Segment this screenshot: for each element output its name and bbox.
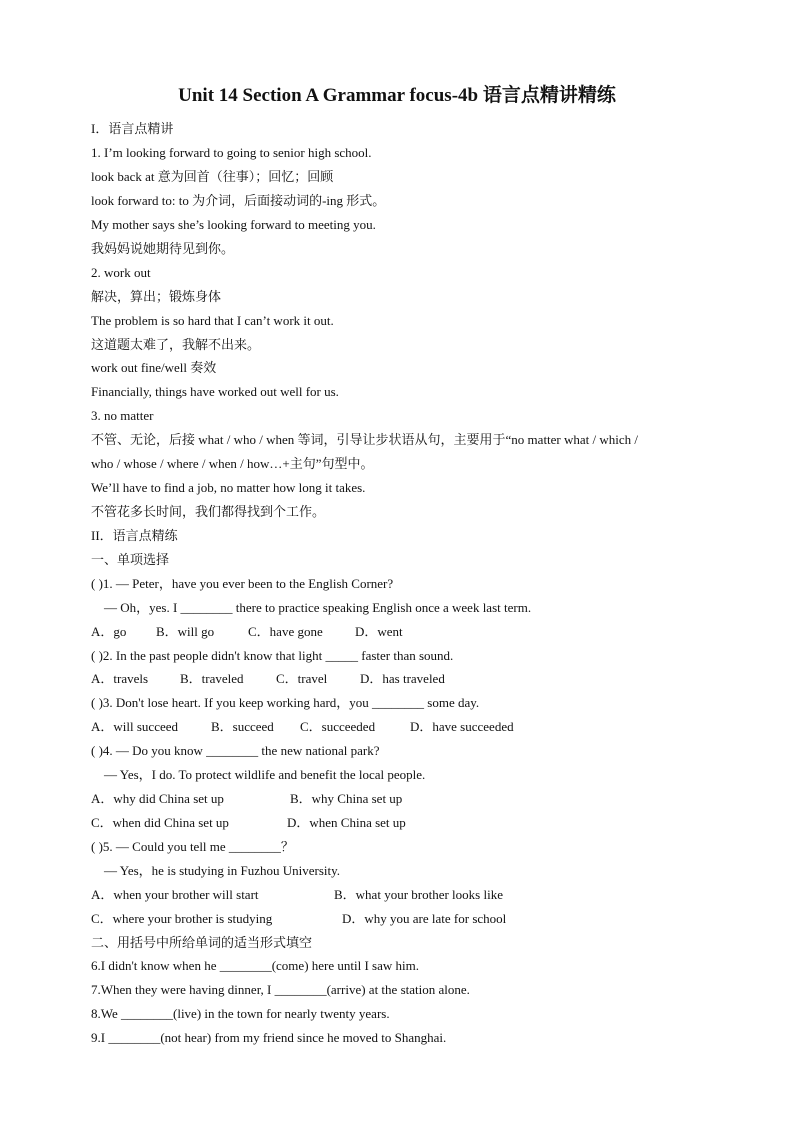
q2-option-a: A．travels: [91, 671, 149, 686]
text-line: 1. I’m looking forward to going to senior high school.: [91, 145, 372, 160]
q1-option-d: D．went: [355, 624, 403, 639]
text-line: look forward to: to 为介词，后面接动词的-ing 形式。: [91, 193, 386, 208]
q4-option-b: B．why China set up: [290, 791, 403, 806]
question-5-stem: ( )5. — Could you tell me ________？: [91, 839, 294, 854]
text-line: 我妈妈说她期待见到你。: [91, 241, 235, 256]
fill-question-8: 8.We ________(live) in the town for nearly twenty years.: [91, 1006, 390, 1021]
text-line: 解决，算出；锻炼身体: [91, 289, 222, 304]
text-line: look back at 意为回首（往事）；回忆；回顾: [91, 169, 334, 184]
question-1-stem: ( )1. — Peter，have you ever been to the English Corner?: [91, 576, 394, 591]
text-line: The problem is so hard that I can’t work it out.: [91, 313, 334, 328]
question-5-reply: — Yes，he is studying in Fuzhou University.: [104, 863, 341, 878]
text-line: 3. no matter: [91, 408, 154, 423]
page-title: Unit 14 Section A Grammar focus-4b 语言点精讲精练: [178, 85, 616, 106]
fill-question-9: 9.I ________(not hear) from my friend since he moved to Shanghai.: [91, 1030, 447, 1045]
fill-question-7: 7.When they were having dinner, I ________(arrive) at the station alone.: [91, 982, 470, 997]
question-1-reply: — Oh，yes. I ________ there to practice speaking English once a week last term.: [104, 600, 532, 615]
q4-option-d: D．when China set up: [287, 815, 406, 830]
question-4-stem: ( )4. — Do you know ________ the new national park?: [91, 743, 380, 758]
text-line: who / whose / where / when / how…+主句”句型中。: [91, 456, 374, 471]
section-heading-part1: I．语言点精讲: [91, 121, 174, 136]
text-line: 这道题太难了，我解不出来。: [91, 337, 261, 352]
text-line: 2. work out: [91, 265, 151, 280]
text-line: Financially, things have worked out well for us.: [91, 384, 339, 399]
question-4-reply: — Yes，I do. To protect wildlife and benefit the local people.: [104, 767, 426, 782]
q3-option-c: C．succeeded: [300, 719, 376, 734]
q5-option-c: C．where your brother is studying: [91, 911, 273, 926]
question-2-stem: ( )2. In the past people didn't know that light _____ faster than sound.: [91, 648, 454, 663]
text-line: My mother says she’s looking forward to meeting you.: [91, 217, 376, 232]
text-line: 不管、无论，后接 what / who / when 等词，引导让步状语从句，主要用于“no matter what / which /: [91, 432, 639, 447]
q1-option-a: A．go: [91, 624, 127, 639]
text-line: work out fine/well 奏效: [91, 360, 217, 375]
q1-option-c: C．have gone: [248, 624, 323, 639]
section-heading-part2: II．语言点精练: [91, 528, 178, 543]
q1-option-b: B．will go: [156, 624, 215, 639]
q2-option-c: C．travel: [276, 671, 328, 686]
text-line: 不管花多长时间，我们都得找到个工作。: [91, 504, 326, 519]
q3-option-d: D．have succeeded: [410, 719, 514, 734]
q3-option-a: A．will succeed: [91, 719, 179, 734]
fill-question-6: 6.I didn't know when he ________(come) here until I saw him.: [91, 958, 419, 973]
q5-option-d: D．why you are late for school: [342, 911, 507, 926]
q3-option-b: B．succeed: [211, 719, 274, 734]
text-line: We’ll have to find a job, no matter how long it takes.: [91, 480, 366, 495]
subsection-heading-fill: 二、用括号中所给单词的适当形式填空: [91, 935, 313, 950]
subsection-heading-choice: 一、单项选择: [91, 552, 170, 567]
q2-option-d: D．has traveled: [360, 671, 445, 686]
q4-option-a: A．why did China set up: [91, 791, 224, 806]
q5-option-a: A．when your brother will start: [91, 887, 259, 902]
q5-option-b: B．what your brother looks like: [334, 887, 503, 902]
q4-option-c: C．when did China set up: [91, 815, 229, 830]
question-3-stem: ( )3. Don't lose heart. If you keep working hard，you ________ some day.: [91, 695, 480, 710]
q2-option-b: B．traveled: [180, 671, 244, 686]
